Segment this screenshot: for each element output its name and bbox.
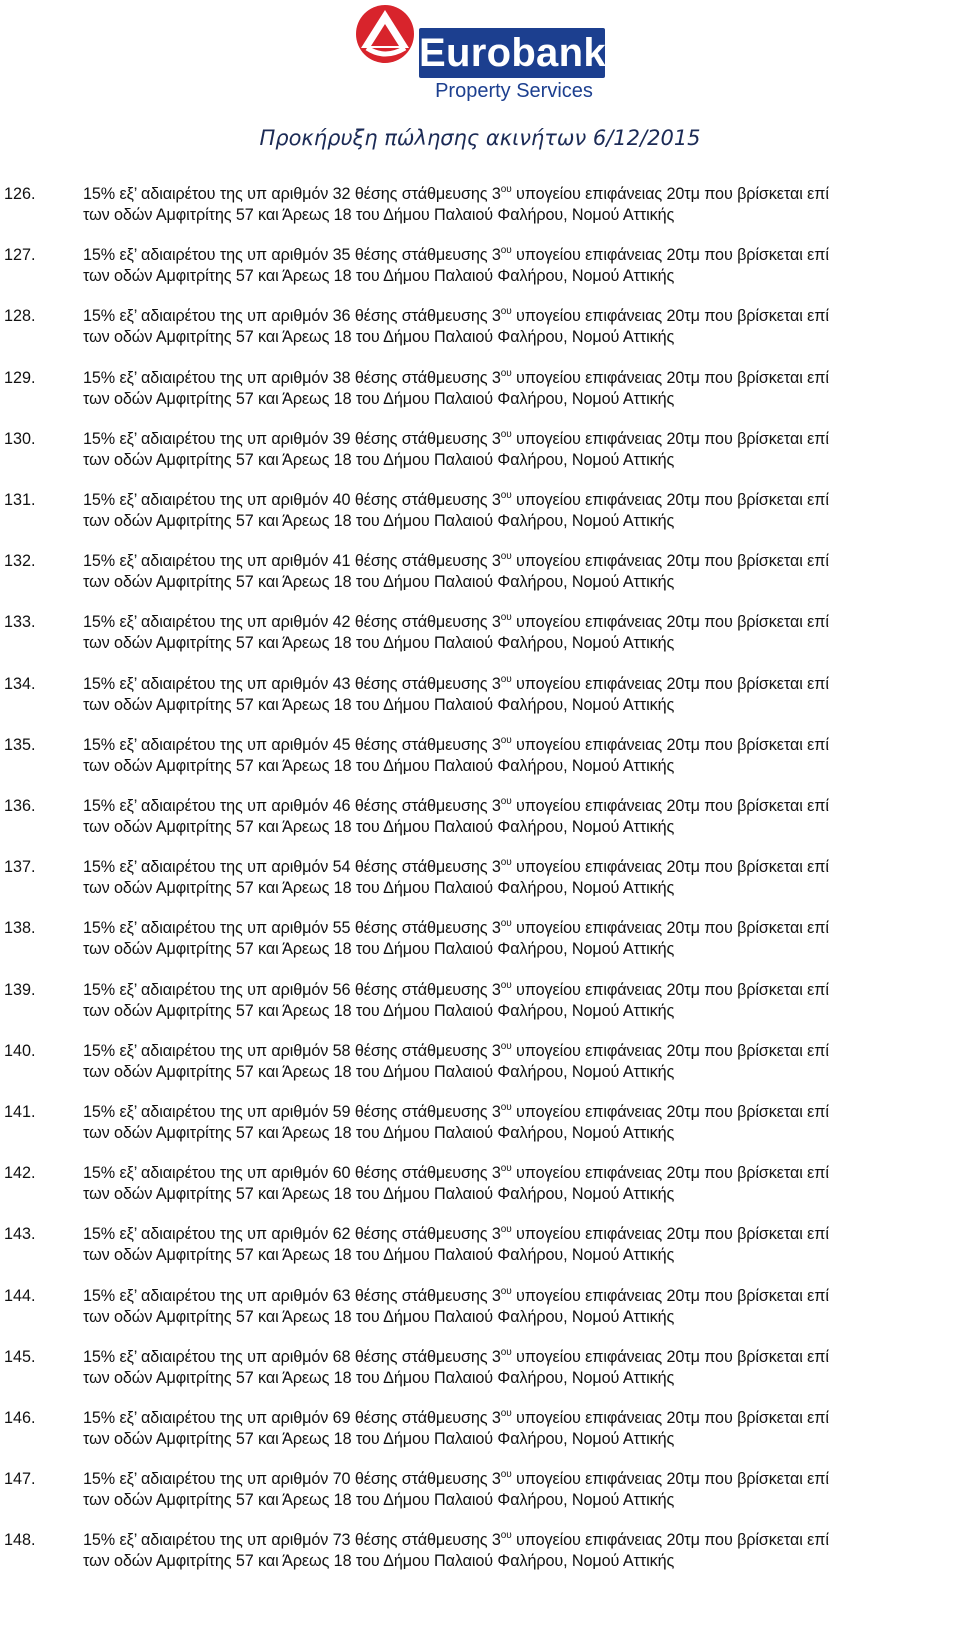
ordinal-superscript: ου	[500, 979, 512, 991]
item-prefix: 15% εξ’ αδιαιρέτου της υπ αριθμόν	[83, 980, 329, 999]
list-item	[0, 613, 960, 677]
list-item	[0, 1470, 960, 1534]
item-description-line2: των οδών Αμφιτρίτης 57 και Άρεως 18 του Δήμου Παλαιού Φαλήρου, Νομού Αττικής	[83, 940, 675, 959]
ordinal-superscript: ου	[500, 673, 512, 685]
item-description-line2: των οδών Αμφιτρίτης 57 και Άρεως 18 του Δήμου Παλαιού Φαλήρου, Νομού Αττικής	[83, 1552, 675, 1571]
list-item	[0, 858, 960, 922]
list-item	[0, 491, 960, 555]
parking-spot-number: 35	[332, 246, 351, 265]
item-middle: θέσης στάθμευσης 3	[354, 1347, 501, 1366]
item-suffix: υπογείου επιφάνειας 20τμ που βρίσκεται επί	[516, 980, 829, 999]
list-item	[0, 1348, 960, 1412]
ordinal-superscript: ου	[500, 428, 512, 440]
list-item	[0, 1287, 960, 1351]
item-prefix: 15% εξ’ αδιαιρέτου της υπ αριθμόν	[83, 1347, 329, 1366]
ordinal-superscript: ου	[500, 245, 512, 257]
item-prefix: 15% εξ’ αδιαιρέτου της υπ αριθμόν	[83, 368, 329, 387]
item-middle: θέσης στάθμευσης 3	[354, 919, 501, 938]
ordinal-superscript: ου	[500, 1163, 512, 1175]
page-header	[0, 0, 960, 160]
item-prefix: 15% εξ’ αδιαιρέτου της υπ αριθμόν	[83, 858, 329, 877]
list-item	[0, 919, 960, 983]
item-middle: θέσης στάθμευσης 3	[354, 674, 501, 693]
item-description-line2: των οδών Αμφιτρίτης 57 και Άρεως 18 του Δήμου Παλαιού Φαλήρου, Νομού Αττικής	[83, 450, 675, 469]
ordinal-superscript: ου	[500, 1408, 512, 1419]
item-description-line1	[83, 1164, 958, 1183]
item-description-line2: των οδών Αμφιτρίτης 57 και Άρεως 18 του Δήμου Παλαιού Φαλήρου, Νομού Αττικής	[83, 756, 675, 775]
item-description-line2: των οδών Αμφιτρίτης 57 και Άρεως 18 του Δήμου Παλαιού Φαλήρου, Νομού Αττικής	[83, 1368, 675, 1387]
ordinal-superscript: ου	[500, 1346, 512, 1358]
list-item	[0, 1225, 960, 1289]
item-middle: θέσης στάθμευσης 3	[354, 185, 501, 203]
list-item	[0, 552, 960, 616]
item-number: 147.	[4, 1470, 36, 1489]
list-item	[0, 185, 960, 249]
ordinal-superscript: ου	[500, 1285, 512, 1297]
item-number: 136.	[4, 797, 36, 815]
item-description-line2: των οδών Αμφιτρίτης 57 και Άρεως 18 του Δήμου Παλαιού Φαλήρου, Νομού Αττικής	[83, 328, 675, 347]
parking-spot-number: 68	[332, 1347, 351, 1366]
ordinal-superscript: ου	[500, 367, 512, 379]
parking-spot-number: 63	[332, 1286, 351, 1305]
item-suffix: υπογείου επιφάνειας 20τμ που βρίσκεται επί	[516, 1225, 829, 1244]
item-description-line1	[83, 1287, 958, 1306]
item-middle: θέσης στάθμευσης 3	[354, 429, 501, 448]
item-description-line2: των οδών Αμφιτρίτης 57 και Άρεως 18 του Δήμου Παλαιού Φαλήρου, Νομού Αττικής	[83, 512, 675, 530]
parking-spot-number: 43	[332, 674, 351, 693]
ordinal-superscript: ου	[500, 612, 512, 624]
item-description-line2: των οδών Αμφιτρίτης 57 και Άρεως 18 του Δήμου Παλαιού Φαλήρου, Νομού Αττικής	[83, 573, 675, 592]
list-item	[0, 369, 960, 433]
item-prefix: 15% εξ’ αδιαιρέτου της υπ αριθμόν	[83, 246, 329, 265]
item-number: 139.	[4, 980, 36, 999]
item-number: 140.	[4, 1041, 36, 1060]
item-description-line1	[83, 1470, 958, 1489]
list-item	[0, 1409, 960, 1473]
parking-spot-number: 62	[332, 1225, 351, 1244]
item-description-line2: των οδών Αμφιτρίτης 57 και Άρεως 18 του Δήμου Παλαιού Φαλήρου, Νομού Αττικής	[83, 1307, 675, 1326]
item-middle: θέσης στάθμευσης 3	[354, 1286, 501, 1305]
item-description-line1	[83, 613, 958, 632]
item-prefix: 15% εξ’ αδιαιρέτου της υπ αριθμόν	[83, 674, 329, 693]
list-item	[0, 1164, 960, 1228]
item-description-line1	[83, 185, 958, 204]
item-number: 141.	[4, 1103, 36, 1121]
parking-spot-number: 59	[332, 1103, 351, 1121]
parking-spot-number: 41	[332, 552, 351, 571]
item-description-line1	[83, 675, 958, 694]
item-suffix: υπογείου επιφάνειας 20τμ που βρίσκεται επί	[516, 1409, 829, 1427]
item-description-line1	[83, 858, 958, 877]
item-prefix: 15% εξ’ αδιαιρέτου της υπ αριθμόν	[83, 1286, 329, 1305]
item-suffix: υπογείου επιφάνειας 20τμ που βρίσκεται επί	[516, 735, 829, 754]
item-description-line1	[83, 491, 958, 510]
parking-spot-number: 69	[332, 1409, 351, 1427]
item-description-line1	[83, 552, 958, 571]
eurobank-emblem-icon	[355, 2, 419, 66]
item-description-line1	[83, 430, 958, 449]
item-number: 148.	[4, 1531, 36, 1550]
list-item	[0, 430, 960, 494]
item-description-line2: των οδών Αμφιτρίτης 57 και Άρεως 18 του Δήμου Παλαιού Φαλήρου, Νομού Αττικής	[83, 1491, 675, 1510]
ordinal-superscript: ου	[500, 490, 512, 501]
parking-spot-number: 60	[332, 1164, 351, 1183]
item-middle: θέσης στάθμευσης 3	[354, 1409, 501, 1427]
item-suffix: υπογείου επιφάνειας 20τμ που βρίσκεται επί	[516, 1531, 829, 1550]
item-description-line1	[83, 1103, 958, 1122]
ordinal-superscript: ου	[500, 734, 512, 746]
parking-spot-number: 54	[332, 858, 351, 877]
item-number: 128.	[4, 307, 36, 326]
item-description-line2: των οδών Αμφιτρίτης 57 και Άρεως 18 του Δήμου Παλαιού Φαλήρου, Νομού Αττικής	[83, 267, 675, 286]
parking-spot-number: 56	[332, 980, 351, 999]
item-number: 131.	[4, 491, 36, 509]
item-suffix: υπογείου επιφάνειας 20τμ που βρίσκεται επί	[516, 674, 829, 693]
item-middle: θέσης στάθμευσης 3	[354, 613, 501, 632]
item-number: 146.	[4, 1409, 36, 1427]
list-item	[0, 981, 960, 1045]
parking-spot-number: 36	[332, 307, 351, 326]
item-description-line1	[83, 307, 958, 326]
item-middle: θέσης στάθμευσης 3	[354, 491, 501, 509]
parking-spot-number: 38	[332, 368, 351, 387]
item-description-line2: των οδών Αμφιτρίτης 57 και Άρεως 18 του Δήμου Παλαιού Φαλήρου, Νομού Αττικής	[83, 1185, 675, 1204]
item-suffix: υπογείου επιφάνειας 20τμ που βρίσκεται επί	[516, 307, 829, 326]
item-description-line2: των οδών Αμφιτρίτης 57 και Άρεως 18 του Δήμου Παλαιού Φαλήρου, Νομού Αττικής	[83, 1062, 675, 1081]
ordinal-superscript: ου	[500, 1102, 512, 1113]
item-middle: θέσης στάθμευσης 3	[354, 552, 501, 571]
item-description-line2: των οδών Αμφιτρίτης 57 και Άρεως 18 του Δήμου Παλαιού Φαλήρου, Νομού Αττικής	[83, 1246, 675, 1265]
item-description-line2: των οδών Αμφιτρίτης 57 και Άρεως 18 του Δήμου Παλαιού Φαλήρου, Νομού Αττικής	[83, 1430, 675, 1448]
ordinal-superscript: ου	[500, 1530, 512, 1542]
list-item	[0, 736, 960, 800]
item-number: 143.	[4, 1225, 36, 1244]
item-suffix: υπογείου επιφάνειας 20τμ που βρίσκεται επί	[516, 1347, 829, 1366]
item-prefix: 15% εξ’ αδιαιρέτου της υπ αριθμόν	[83, 735, 329, 754]
item-description-line1	[83, 369, 958, 388]
item-description-line2: των οδών Αμφιτρίτης 57 και Άρεως 18 του Δήμου Παλαιού Φαλήρου, Νομού Αττικής	[83, 1001, 675, 1020]
item-middle: θέσης στάθμευσης 3	[354, 307, 501, 326]
item-description-line1	[83, 1042, 958, 1061]
parking-spot-number: 45	[332, 735, 351, 754]
item-prefix: 15% εξ’ αδιαιρέτου της υπ αριθμόν	[83, 613, 329, 632]
item-prefix: 15% εξ’ αδιαιρέτου της υπ αριθμόν	[83, 491, 329, 509]
item-middle: θέσης στάθμευσης 3	[354, 797, 501, 815]
item-middle: θέσης στάθμευσης 3	[354, 1470, 501, 1489]
item-prefix: 15% εξ’ αδιαιρέτου της υπ αριθμόν	[83, 185, 329, 203]
item-number: 145.	[4, 1347, 36, 1366]
item-prefix: 15% εξ’ αδιαιρέτου της υπ αριθμόν	[83, 1164, 329, 1183]
ordinal-superscript: ου	[500, 857, 512, 869]
parking-spot-number: 40	[332, 491, 351, 509]
parking-spot-number: 32	[332, 185, 351, 203]
list-item	[0, 675, 960, 739]
item-description-line2: των οδών Αμφιτρίτης 57 και Άρεως 18 του Δήμου Παλαιού Φαλήρου, Νομού Αττικής	[83, 695, 675, 714]
list-item	[0, 1103, 960, 1167]
item-middle: θέσης στάθμευσης 3	[354, 1225, 501, 1244]
item-suffix: υπογείου επιφάνειας 20τμ που βρίσκεται επί	[516, 1103, 829, 1121]
parking-spot-number: 46	[332, 797, 351, 815]
item-suffix: υπογείου επιφάνειας 20τμ που βρίσκεται επί	[516, 185, 829, 203]
item-prefix: 15% εξ’ αδιαιρέτου της υπ αριθμόν	[83, 1531, 329, 1550]
item-middle: θέσης στάθμευσης 3	[354, 368, 501, 387]
list-item	[0, 797, 960, 861]
item-description-line1	[83, 1409, 958, 1428]
list-item	[0, 1531, 960, 1595]
parking-spot-number: 55	[332, 919, 351, 938]
item-description-line1	[83, 797, 958, 816]
item-suffix: υπογείου επιφάνειας 20τμ που βρίσκεται επί	[516, 491, 829, 509]
item-number: 129.	[4, 368, 36, 387]
item-suffix: υπογείου επιφάνειας 20τμ που βρίσκεται επί	[516, 552, 829, 571]
item-middle: θέσης στάθμευσης 3	[354, 980, 501, 999]
item-middle: θέσης στάθμευσης 3	[354, 246, 501, 265]
parking-spot-number: 39	[332, 429, 351, 448]
item-description-line1	[83, 1225, 958, 1244]
item-suffix: υπογείου επιφάνειας 20τμ που βρίσκεται επί	[516, 613, 829, 632]
item-description-line2: των οδών Αμφιτρίτης 57 και Άρεως 18 του Δήμου Παλαιού Φαλήρου, Νομού Αττικής	[83, 634, 675, 653]
item-number: 144.	[4, 1286, 36, 1305]
item-description-line2: των οδών Αμφιτρίτης 57 και Άρεως 18 του Δήμου Παλαιού Φαλήρου, Νομού Αττικής	[83, 879, 675, 898]
logo-wordmark: Eurobank	[419, 28, 605, 78]
item-description-line1	[83, 1531, 958, 1550]
list-item	[0, 246, 960, 310]
item-number: 126.	[4, 185, 36, 203]
item-middle: θέσης στάθμευσης 3	[354, 1041, 501, 1060]
ordinal-superscript: ου	[500, 184, 512, 195]
item-suffix: υπογείου επιφάνειας 20τμ που βρίσκεται επί	[516, 1164, 829, 1183]
item-description-line1	[83, 919, 958, 938]
parking-spot-number: 42	[332, 613, 351, 632]
item-description-line2: των οδών Αμφιτρίτης 57 και Άρεως 18 του Δήμου Παλαιού Φαλήρου, Νομού Αττικής	[83, 389, 675, 408]
list-item	[0, 1042, 960, 1106]
item-number: 142.	[4, 1164, 36, 1183]
list-item	[0, 307, 960, 371]
item-suffix: υπογείου επιφάνειας 20τμ που βρίσκεται επί	[516, 1041, 829, 1060]
item-suffix: υπογείου επιφάνειας 20τμ που βρίσκεται επί	[516, 797, 829, 815]
ordinal-superscript: ου	[500, 306, 512, 318]
parking-spot-number: 58	[332, 1041, 351, 1060]
item-description-line1	[83, 736, 958, 755]
item-prefix: 15% εξ’ αδιαιρέτου της υπ αριθμόν	[83, 1103, 329, 1121]
parking-spot-number: 73	[332, 1531, 351, 1550]
item-description-line1	[83, 246, 958, 265]
item-suffix: υπογείου επιφάνειας 20τμ που βρίσκεται επί	[516, 858, 829, 877]
item-prefix: 15% εξ’ αδιαιρέτου της υπ αριθμόν	[83, 1409, 329, 1427]
item-suffix: υπογείου επιφάνειας 20τμ που βρίσκεται επί	[516, 429, 829, 448]
item-number: 134.	[4, 674, 36, 693]
item-middle: θέσης στάθμευσης 3	[354, 1531, 501, 1550]
item-middle: θέσης στάθμευσης 3	[354, 1164, 501, 1183]
logo-subtitle: Property Services	[435, 80, 593, 102]
item-prefix: 15% εξ’ αδιαιρέτου της υπ αριθμόν	[83, 1225, 329, 1244]
item-number: 132.	[4, 552, 36, 571]
item-middle: θέσης στάθμευσης 3	[354, 858, 501, 877]
item-middle: θέσης στάθμευσης 3	[354, 1103, 501, 1121]
item-suffix: υπογείου επιφάνειας 20τμ που βρίσκεται επί	[516, 1470, 829, 1489]
item-description-line1	[83, 981, 958, 1000]
item-prefix: 15% εξ’ αδιαιρέτου της υπ αριθμόν	[83, 1470, 329, 1489]
eurobank-logo	[355, 0, 615, 110]
item-suffix: υπογείου επιφάνειας 20τμ που βρίσκεται επί	[516, 919, 829, 938]
item-prefix: 15% εξ’ αδιαιρέτου της υπ αριθμόν	[83, 307, 329, 326]
ordinal-superscript: ου	[500, 551, 512, 563]
item-description-line1	[83, 1348, 958, 1367]
ordinal-superscript: ου	[500, 1224, 512, 1236]
item-prefix: 15% εξ’ αδιαιρέτου της υπ αριθμόν	[83, 552, 329, 571]
parking-spot-number: 70	[332, 1470, 351, 1489]
document-title: Προκήρυξη πώλησης ακινήτων 6/12/2015	[259, 126, 701, 150]
item-number: 138.	[4, 919, 36, 938]
ordinal-superscript: ου	[500, 1040, 512, 1052]
item-description-line2: των οδών Αμφιτρίτης 57 και Άρεως 18 του Δήμου Παλαιού Φαλήρου, Νομού Αττικής	[83, 206, 675, 224]
item-number: 137.	[4, 858, 36, 877]
item-number: 130.	[4, 429, 36, 448]
item-number: 133.	[4, 613, 36, 632]
item-prefix: 15% εξ’ αδιαιρέτου της υπ αριθμόν	[83, 797, 329, 815]
item-prefix: 15% εξ’ αδιαιρέτου της υπ αριθμόν	[83, 1041, 329, 1060]
item-number: 127.	[4, 246, 36, 265]
item-suffix: υπογείου επιφάνειας 20τμ που βρίσκεται επί	[516, 1286, 829, 1305]
item-prefix: 15% εξ’ αδιαιρέτου της υπ αριθμόν	[83, 919, 329, 938]
item-description-line2: των οδών Αμφιτρίτης 57 και Άρεως 18 του Δήμου Παλαιού Φαλήρου, Νομού Αττικής	[83, 818, 675, 836]
item-description-line2: των οδών Αμφιτρίτης 57 και Άρεως 18 του Δήμου Παλαιού Φαλήρου, Νομού Αττικής	[83, 1124, 675, 1142]
item-suffix: υπογείου επιφάνειας 20τμ που βρίσκεται επί	[516, 246, 829, 265]
ordinal-superscript: ου	[500, 796, 512, 807]
item-number: 135.	[4, 735, 36, 754]
ordinal-superscript: ου	[500, 918, 512, 930]
item-prefix: 15% εξ’ αδιαιρέτου της υπ αριθμόν	[83, 429, 329, 448]
ordinal-superscript: ου	[500, 1469, 512, 1481]
item-suffix: υπογείου επιφάνειας 20τμ που βρίσκεται επί	[516, 368, 829, 387]
item-middle: θέσης στάθμευσης 3	[354, 735, 501, 754]
